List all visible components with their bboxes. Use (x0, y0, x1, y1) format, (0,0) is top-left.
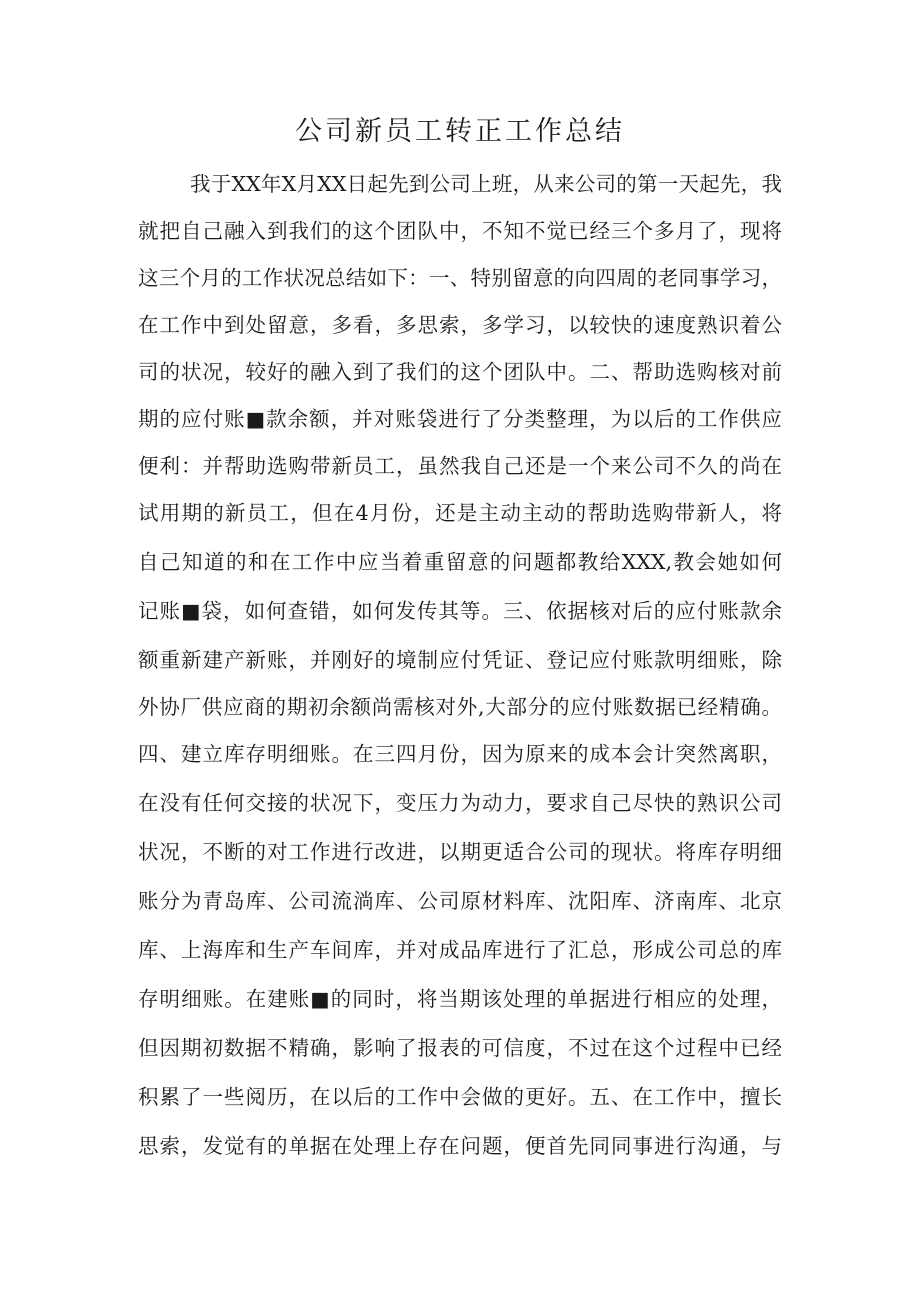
line-text: 在没有任何交接的状况下，变压力为动力，要求自己尽快的熟识公司 (138, 791, 782, 815)
paragraph-line (0, 352, 920, 392)
paragraph-line (0, 1077, 920, 1117)
line-text: 账分为青岛库、公司流淌库、公司原材料库、沈阳库、济南库、北京 (138, 889, 782, 913)
paragraph-line (0, 493, 920, 533)
line-text: 便利：并帮助选购带新员工，虽然我自己还是一个来公司不久的尚在 (138, 454, 782, 478)
line-text: 思索，发觉有的单据在处理上存在问题，便首先同同事进行沟通，与 (138, 1134, 782, 1158)
line-text: 存明细账。在建账■的同时，将当期该处理的单据进行相应的处理， (138, 987, 782, 1011)
line-text: 库、上海库和生产车间库，并对成品库进行了汇总，形成公司总的库 (138, 938, 782, 962)
paragraph-line (0, 591, 920, 631)
line-text: 司的状况，较好的融入到了我们的这个团队中。二、帮助选购核对前 (138, 360, 782, 384)
paragraph-line (0, 734, 920, 774)
paragraph-line (0, 1028, 920, 1068)
line-text: 状况，不断的对工作进行改进，以期更适合公司的现状。将库存明细 (138, 840, 782, 864)
paragraph-line (0, 640, 920, 680)
paragraph-line (0, 1126, 920, 1166)
paragraph-line (0, 832, 920, 872)
line-text: 自己知道的和在工作中应当着重留意的问题都教给XXX,教会她如何 (138, 550, 782, 574)
line-text: 就把自己融入到我们的这个团队中，不知不觉已经三个多月了，现将 (138, 219, 782, 243)
line-text: 在工作中到处留意，多看，多思索，多学习，以较快的速度熟识着公 (138, 313, 782, 337)
document-title: 公司新员工转正工作总结 (295, 116, 625, 147)
paragraph-line (0, 881, 920, 921)
line-text: 但因期初数据不精确，影响了报表的可信度，不过在这个过程中已经 (138, 1036, 782, 1060)
paragraph-line (0, 930, 920, 970)
line-text: 记账■袋，如何查错，如何发传其等。三、依据核对后的应付账款余 (138, 599, 782, 623)
line-text: 外协厂供应商的期初余额尚需核对外,大部分的应付账数据已经精确。 (138, 695, 782, 719)
paragraph-line (0, 687, 920, 727)
line-text: 积累了一些阅历，在以后的工作中会做的更好。五、在工作中，擅长 (138, 1085, 782, 1109)
paragraph-line (0, 399, 920, 439)
paragraph-line (0, 164, 920, 204)
paragraph-line (0, 783, 920, 823)
paragraph-line (0, 542, 920, 582)
line-text: 四、建立库存明细账。在三四月份，因为原来的成本会计突然离职， (138, 742, 782, 766)
paragraph-line (0, 211, 920, 251)
line-text: 试用期的新员工，但在4月份，还是主动主动的帮助选购带新人，将 (138, 501, 782, 525)
paragraph-line (0, 446, 920, 486)
paragraph-line (0, 305, 920, 345)
paragraph-line (0, 979, 920, 1019)
line-text: 额重新建产新账，并刚好的境制应付凭证、登记应付账款明细账，除 (138, 648, 782, 672)
line-text: 期的应付账■款余额，并对账袋进行了分类整理，为以后的工作供应 (138, 407, 782, 431)
line-text: 我于XX年X月XX日起先到公司上班，从来公司的第一天起先，我 (190, 172, 782, 196)
line-text: 这三个月的工作状况总结如下：一、特别留意的向四周的老同事学习， (138, 266, 782, 290)
paragraph-line (0, 258, 920, 298)
